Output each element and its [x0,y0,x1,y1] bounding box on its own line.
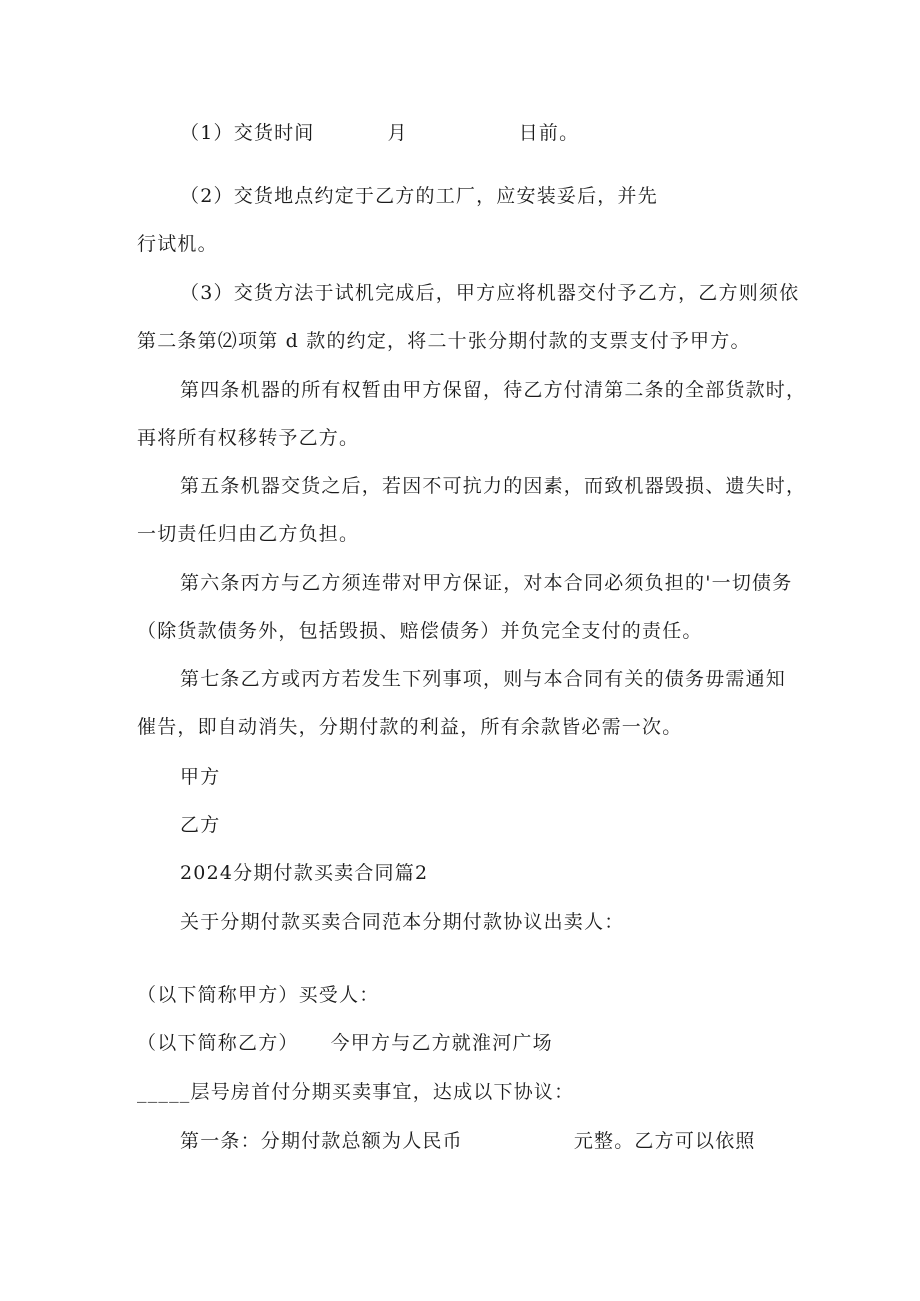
seller-note-line: （以下简称甲方）买受人： [137,984,380,1006]
delivery-time-day: 日前。 [518,122,580,144]
party-a-label: 甲方 [180,766,221,788]
section-title: 2024分期付款买卖合同篇2 [180,862,429,884]
article-6-line-1: 第六条丙方与乙方须连带对甲方保证，对本合同必须负担的'一切债务 [180,572,793,594]
delivery-method-line-1: （3）交货方法于试机完成后，甲方应将机器交付予乙方，乙方则须依 [180,282,800,304]
article-5-line-1: 第五条机器交货之后，若因不可抗力的因素，而致机器毁损、遗失时， [180,475,807,497]
buyer-note-left: （以下简称乙方） [137,1032,299,1054]
buyer-note-line [137,1031,553,1055]
article-1-left: 第一条：分期付款总额为人民币 [180,1130,463,1152]
floor-line: _____层号房首付分期买卖事宜，达成以下协议： [137,1081,575,1103]
delivery-place-line-2: 行试机。 [137,233,218,255]
delivery-time-prefix: （1）交货时间 [180,122,315,144]
article-4-line-2: 再将所有权移转予乙方。 [137,427,360,449]
article-4-line-1: 第四条机器的所有权暂由甲方保留，待乙方付清第二条的全部货款时， [180,379,807,401]
article-1-line [180,1129,756,1153]
intro-line: 关于分期付款买卖合同范本分期付款协议出卖人： [180,911,625,933]
party-b-label: 乙方 [180,814,221,836]
delivery-time-month: 月 [387,122,408,144]
article-1-right: 元整。乙方可以依照 [573,1130,756,1152]
article-6-line-2: （除货款债务外，包括毁损、赔偿债务）并负完全支付的责任。 [137,620,703,642]
article-5-line-2: 一切责任归由乙方负担。 [137,523,360,545]
delivery-place-line-1: （2）交货地点约定于乙方的工厂，应安装妥后，并先 [180,185,658,207]
buyer-note-right: 今甲方与乙方就淮河广场 [330,1032,553,1054]
delivery-time-line [180,121,579,145]
article-7-line-1: 第七条乙方或丙方若发生下列事项，则与本合同有关的债务毋需通知 [180,668,787,690]
article-7-line-2: 催告，即自动消失，分期付款的利益，所有余款皆必需一次。 [137,716,683,738]
delivery-method-line-2: 第二条第⑵项第 d 款的约定，将二十张分期付款的支票支付予甲方。 [137,330,751,352]
